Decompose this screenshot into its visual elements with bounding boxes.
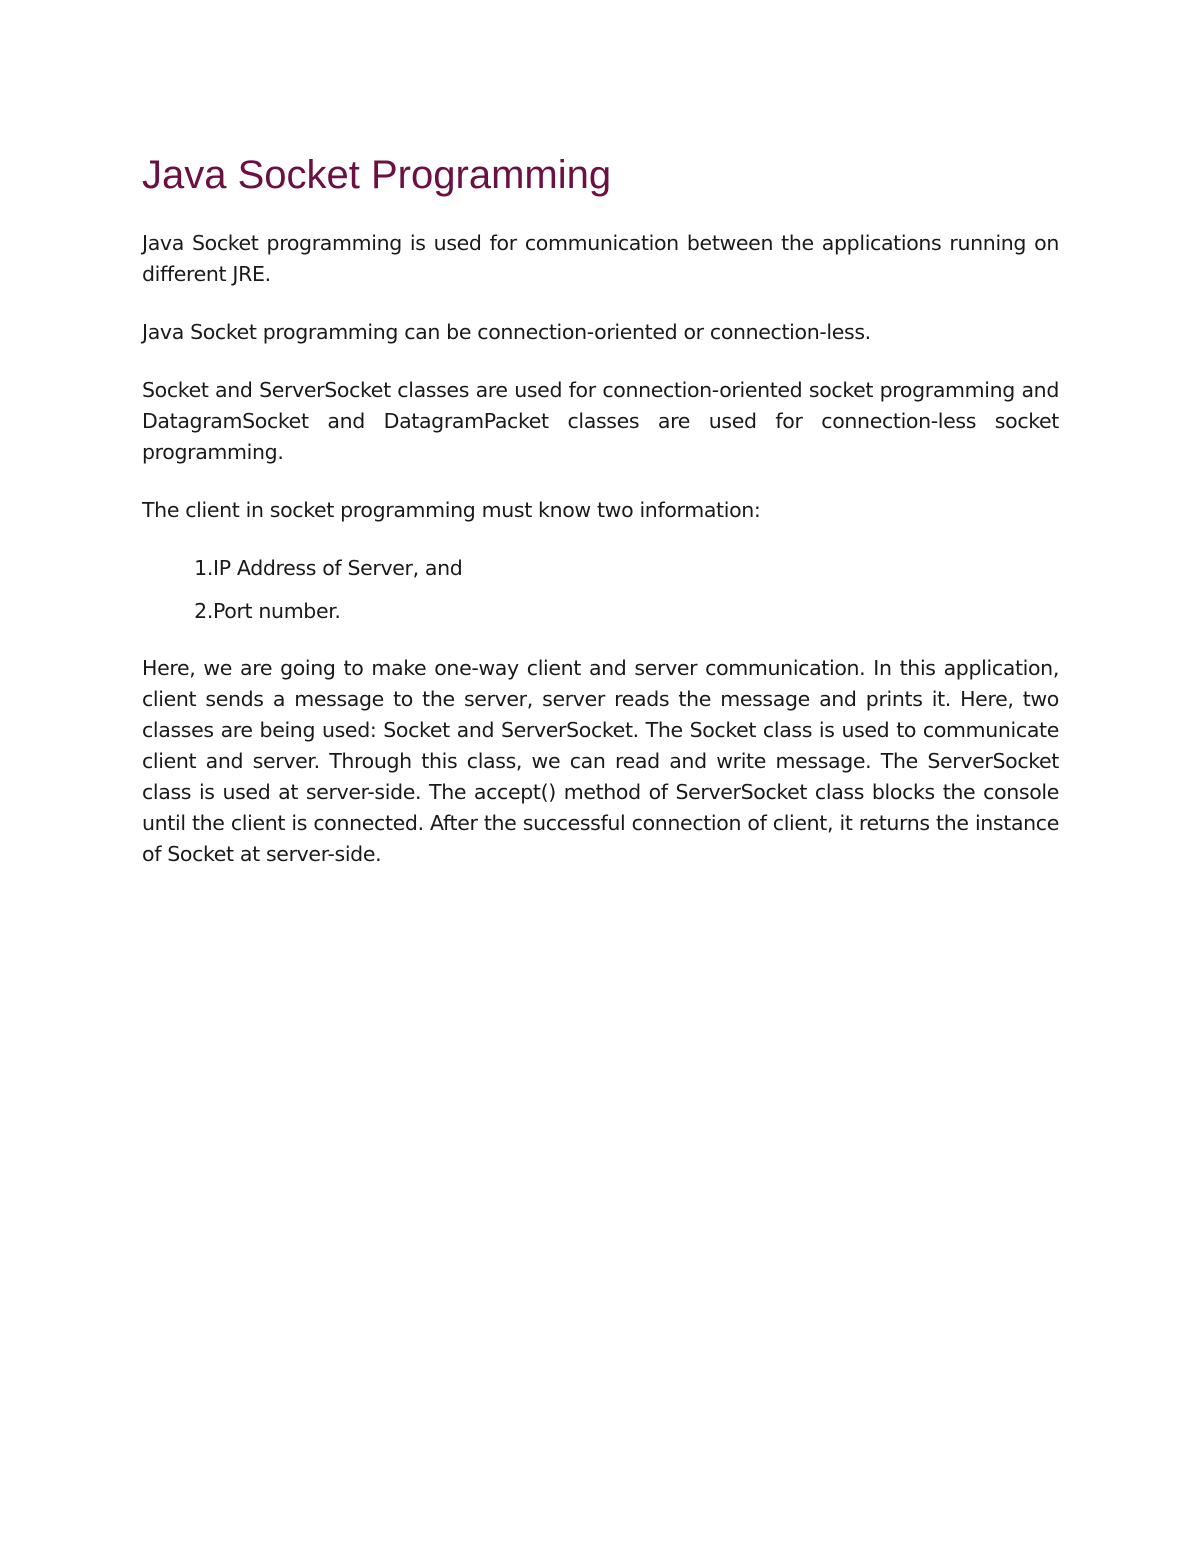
paragraph-socket-classes: Socket and ServerSocket classes are used for connection-oriented socket programming and DatagramSocket and DatagramPacket classes are used for connection-less socket programming. [142, 378, 1059, 464]
numbered-list [142, 553, 1059, 627]
document-content [142, 150, 1059, 897]
list-item [142, 596, 1059, 627]
list-item-text: IP Address of Server, and [213, 556, 463, 580]
list-item-text: Port number. [213, 599, 341, 623]
paragraph-intro: Java Socket programming is used for communication between the applications running on different JRE. [142, 231, 1059, 286]
list-item [142, 553, 1059, 584]
list-item-number: 1. [194, 556, 213, 580]
paragraph-client-info: The client in socket programming must know two information: [142, 498, 761, 522]
document-title: Java Socket Programming [142, 153, 612, 197]
paragraph-connection-types: Java Socket programming can be connection-oriented or connection-less. [142, 320, 871, 344]
paragraph-closing: Here, we are going to make one-way client and server communication. In this application, client sends a message to the server, server reads the message and prints it. Here, two classes are being used: Socket and ServerSocket. The Socket class is used to communicate client and server. Through this class, we can read and write message. The ServerSocket class is used at server-side. The accept() method of ServerSocket class blocks the console until the client is connected. After the successful connection of client, it returns the instance of Socket at server-side. [142, 656, 1059, 866]
list-item-number: 2. [194, 599, 213, 623]
